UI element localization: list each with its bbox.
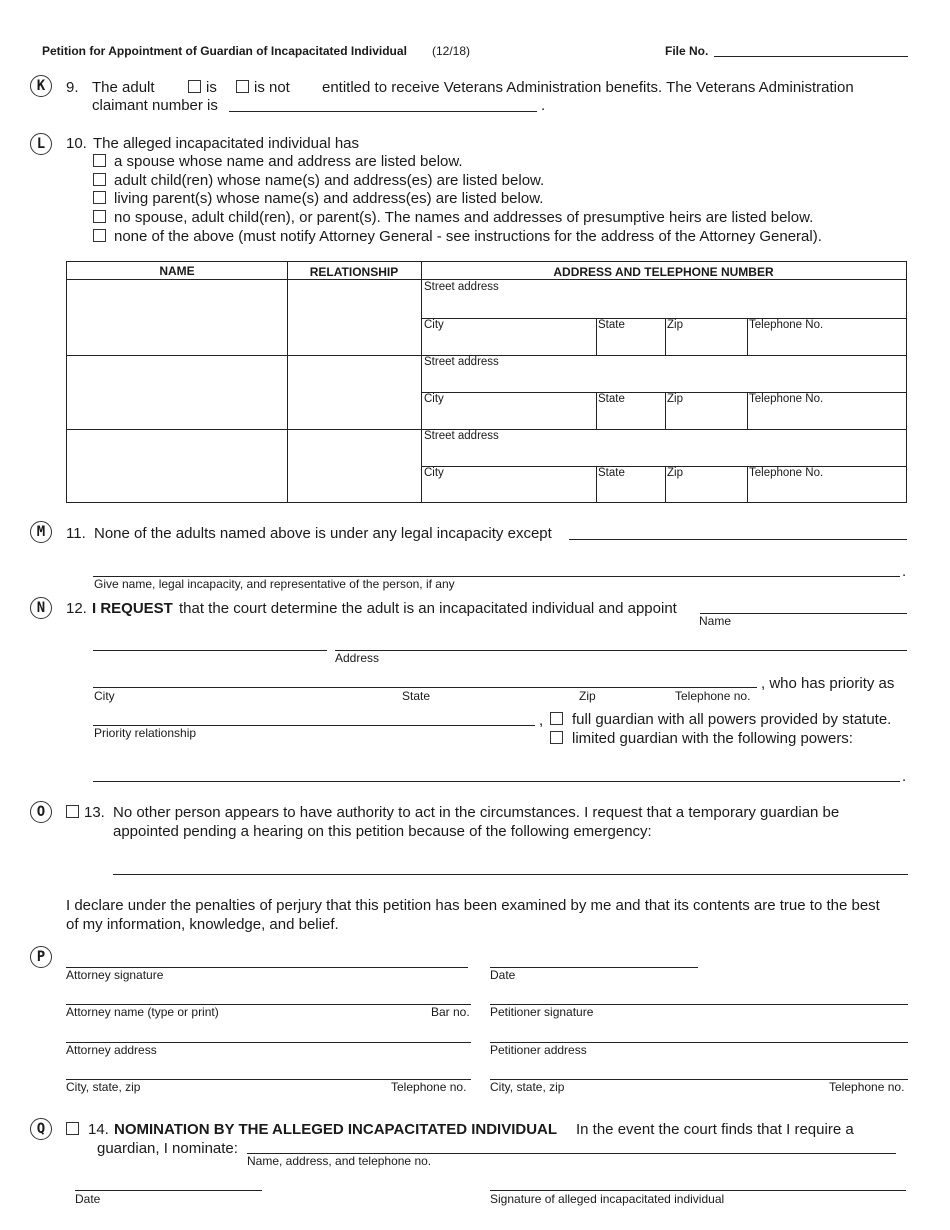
emergency-field[interactable]	[113, 874, 908, 875]
item12-text: that the court determine the adult is an incapacitated individual and appoint	[179, 600, 677, 617]
telephone-label: Telephone No.	[749, 393, 824, 405]
claimant-number-field[interactable]	[229, 111, 537, 112]
limited-guardian-label: limited guardian with the following powers:	[572, 730, 853, 747]
date-field[interactable]	[490, 967, 698, 968]
appointee-city-state-zip-phone-field[interactable]	[93, 687, 757, 688]
item9-is-label: is	[206, 79, 217, 96]
nomination-date-label: Date	[75, 1192, 101, 1206]
marker-o: O	[30, 801, 52, 823]
item12-request: I REQUEST	[92, 600, 173, 617]
item9-number: 9.	[66, 79, 79, 96]
cell-divider	[747, 392, 748, 429]
item10-option-label: no spouse, adult child(ren), or parent(s). The names and addresses of presumptive heirs are listed below.	[114, 209, 814, 226]
item14-line2: guardian, I nominate:	[97, 1140, 238, 1157]
col-header-relationship: RELATIONSHIP	[309, 265, 399, 279]
nominee-caption: Name, address, and telephone no.	[247, 1154, 432, 1168]
declaration-line1: I declare under the penalties of perjury that this petition has been examined by me and that its contents are true to the best	[66, 897, 880, 914]
limited-powers-field[interactable]	[93, 781, 900, 782]
item11-period: .	[902, 563, 907, 580]
petitioner-city-state-zip-label: City, state, zip	[490, 1080, 565, 1094]
item13-line2: appointed pending a hearing on this petition because of the following emergency:	[113, 823, 652, 840]
zip-label: Zip	[667, 319, 683, 331]
item10-option-label: none of the above (must notify Attorney General - see instructions for the address of the Attorney General).	[114, 228, 822, 245]
street-address-label: Street address	[424, 281, 499, 293]
city-label: City	[424, 467, 444, 479]
column-divider	[287, 262, 288, 502]
item13-line1: No other person appears to have authority to act in the circumstances. I request that a temporary guardian be	[113, 804, 840, 821]
address-caption: Address	[335, 651, 380, 665]
item13-number: 13.	[84, 804, 105, 821]
incapacity-exception-field[interactable]	[569, 539, 907, 540]
file-no-field[interactable]	[714, 56, 908, 57]
cell-divider	[665, 466, 666, 502]
state-label: State	[598, 467, 625, 479]
telephone-caption: Telephone no.	[675, 689, 751, 703]
row-divider	[421, 466, 906, 467]
item9-line2: claimant number is	[92, 97, 218, 114]
bar-no-label: Bar no.	[431, 1005, 470, 1019]
priority-caption: Priority relationship	[94, 726, 197, 740]
priority-comma: ,	[539, 712, 544, 729]
city-label: City	[424, 393, 444, 405]
item9-is-checkbox[interactable]	[188, 80, 201, 93]
zip-label: Zip	[667, 467, 683, 479]
item10-lead: The alleged incapacitated individual has	[93, 135, 360, 152]
full-guardian-label: full guardian with all powers provided by statute.	[572, 711, 892, 728]
appointee-name-field[interactable]	[700, 613, 907, 614]
city-label: City	[424, 319, 444, 331]
full-guardian-checkbox[interactable]	[550, 712, 563, 725]
marker-p: P	[30, 946, 52, 968]
city-caption: City	[94, 689, 115, 703]
cell-divider	[596, 466, 597, 502]
declaration-line2: of my information, knowledge, and belief.	[66, 916, 339, 933]
petitioner-telephone-label: Telephone no.	[829, 1080, 905, 1094]
item9-is-not-checkbox[interactable]	[236, 80, 249, 93]
item10-option-checkbox[interactable]	[93, 229, 106, 242]
attorney-address-label: Attorney address	[66, 1043, 157, 1057]
petitioner-signature-label: Petitioner signature	[490, 1005, 594, 1019]
attorney-telephone-label: Telephone no.	[391, 1080, 467, 1094]
item14-heading: NOMINATION BY THE ALLEGED INCAPACITATED INDIVIDUAL	[114, 1121, 558, 1138]
form-version: (12/18)	[432, 44, 471, 58]
item10-option-checkbox[interactable]	[93, 154, 106, 167]
attorney-name-label: Attorney name (type or print)	[66, 1005, 219, 1019]
state-caption: State	[402, 689, 431, 703]
col-header-address: ADDRESS AND TELEPHONE NUMBER	[553, 265, 774, 279]
form-title: Petition for Appointment of Guardian of Incapacitated Individual	[42, 44, 407, 58]
name-caption: Name	[699, 614, 732, 628]
relatives-table	[66, 261, 907, 503]
telephone-label: Telephone No.	[749, 319, 824, 331]
cell-divider	[596, 392, 597, 429]
item10-number: 10.	[66, 135, 87, 152]
item12-number: 12.	[66, 600, 87, 617]
incapacitated-signature-field[interactable]	[490, 1190, 906, 1191]
marker-l: L	[30, 133, 52, 155]
marker-n: N	[30, 597, 52, 619]
street-address-label: Street address	[424, 356, 499, 368]
item11-number: 11.	[66, 525, 86, 542]
item9-rest: entitled to receive Veterans Administration benefits. The Veterans Administration	[322, 79, 854, 96]
marker-m: M	[30, 521, 52, 543]
item12-period: .	[902, 768, 907, 785]
state-label: State	[598, 319, 625, 331]
cell-divider	[596, 318, 597, 355]
state-label: State	[598, 393, 625, 405]
cell-divider	[747, 466, 748, 502]
cell-divider	[747, 318, 748, 355]
cell-divider	[665, 392, 666, 429]
temporary-guardian-checkbox[interactable]	[66, 805, 79, 818]
nomination-date-field[interactable]	[75, 1190, 262, 1191]
item10-option-checkbox[interactable]	[93, 210, 106, 223]
item10-option-checkbox[interactable]	[93, 191, 106, 204]
item10-option-checkbox[interactable]	[93, 173, 106, 186]
appointee-name-field-line2[interactable]	[93, 650, 327, 651]
item10-option-label: living parent(s) whose name(s) and address(es) are listed below.	[114, 190, 544, 207]
cell-divider	[665, 318, 666, 355]
nomination-checkbox[interactable]	[66, 1122, 79, 1135]
attorney-city-state-zip-label: City, state, zip	[66, 1080, 141, 1094]
col-header-name: NAME	[159, 264, 195, 278]
street-address-label: Street address	[424, 430, 499, 442]
telephone-label: Telephone No.	[749, 467, 824, 479]
item10-option-label: a spouse whose name and address are listed below.	[114, 153, 463, 170]
row-divider	[421, 318, 906, 319]
item11-caption: Give name, legal incapacity, and representative of the person, if any	[94, 577, 455, 591]
item10-option-label: adult child(ren) whose name(s) and address(es) are listed below.	[114, 172, 545, 189]
attorney-signature-label: Attorney signature	[66, 968, 164, 982]
item14-number: 14.	[88, 1121, 109, 1138]
item11-text: None of the adults named above is under any legal incapacity except	[94, 525, 552, 542]
item9-is-not-label: is not	[254, 79, 290, 96]
incapacitated-signature-label: Signature of alleged incapacitated individual	[490, 1192, 725, 1206]
marker-q: Q	[30, 1118, 52, 1140]
item14-text: In the event the court finds that I require a	[576, 1121, 854, 1138]
date-label: Date	[490, 968, 516, 982]
appointee-address-field[interactable]	[335, 650, 907, 651]
petitioner-address-label: Petitioner address	[490, 1043, 587, 1057]
zip-label: Zip	[667, 393, 683, 405]
header-divider	[67, 279, 906, 280]
file-no-label: File No.	[665, 44, 709, 58]
zip-caption: Zip	[579, 689, 596, 703]
item9-period: .	[541, 97, 546, 114]
priority-text: , who has priority as	[761, 675, 895, 692]
limited-guardian-checkbox[interactable]	[550, 731, 563, 744]
row-divider	[421, 392, 906, 393]
marker-k: K	[30, 75, 52, 97]
item9-lead: The adult	[92, 79, 155, 96]
